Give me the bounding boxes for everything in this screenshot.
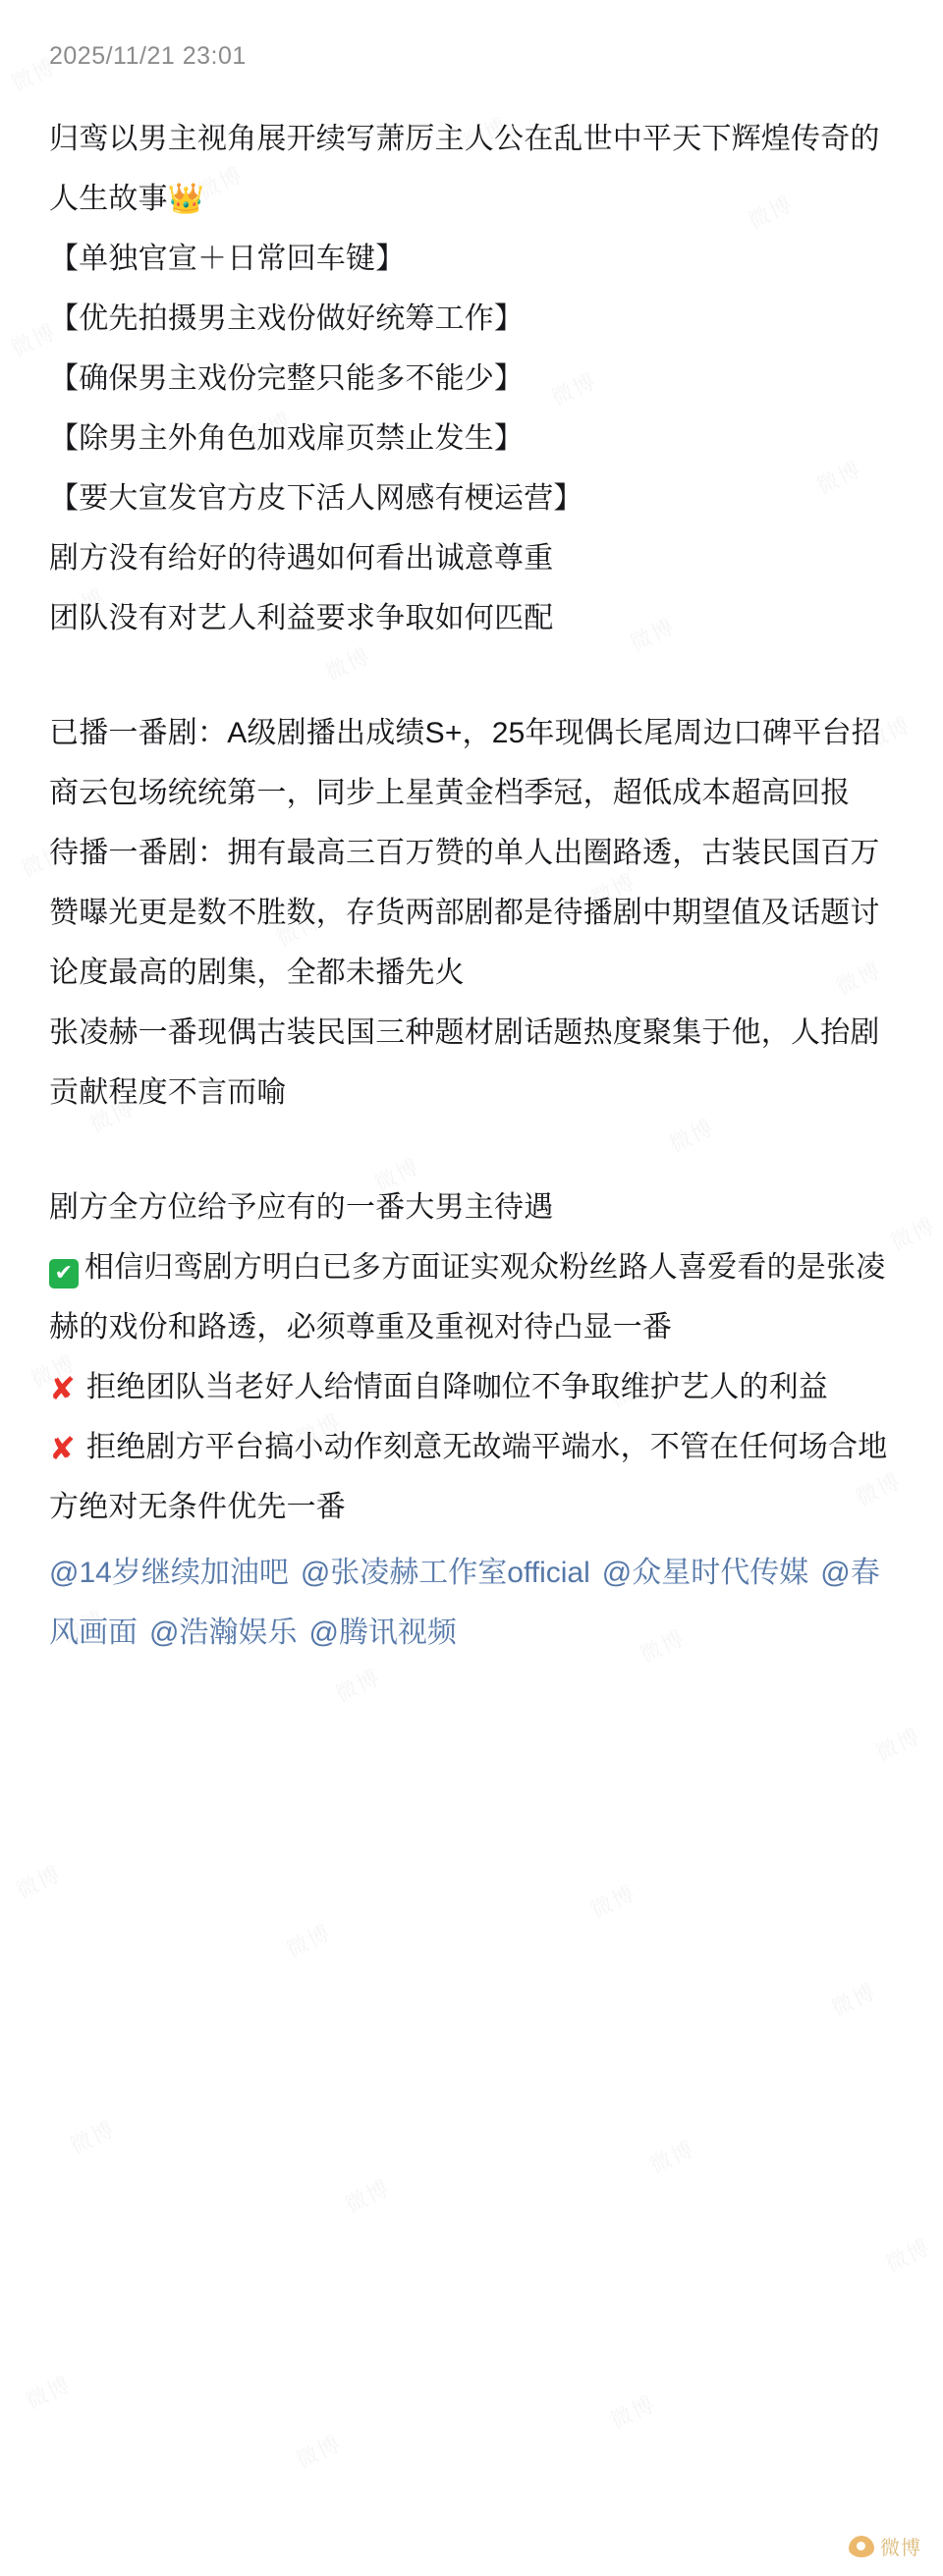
- weibo-logo: [849, 2532, 921, 2560]
- post-content: [49, 0, 894, 1663]
- post-line: 【要大宣发官方皮下活人网感有梗运营】: [49, 482, 583, 515]
- mention-link[interactable]: @腾讯视频: [308, 1617, 457, 1649]
- post-line-text: 拒绝剧方平台搞小动作刻意无故端平端水，不管在任何场合地方绝对无条件优先一番: [49, 1431, 888, 1523]
- watermark-text: [11, 1857, 67, 1905]
- watermark-text: [65, 2112, 121, 2161]
- weibo-eye-icon: [849, 2536, 874, 2557]
- watermark-text: [870, 1720, 926, 1768]
- watermark-text: [291, 2427, 347, 2475]
- post-line: 【除男主外角色加戏扉页禁止发生】: [49, 422, 525, 455]
- mention-list: [49, 1543, 894, 1663]
- watermark-text: [340, 2171, 396, 2220]
- post-line-text: 归鸾以男主视角展开续写萧厉主人公在乱世中平天下辉煌传奇的人生故事: [49, 123, 880, 215]
- post-line: [49, 1417, 894, 1537]
- post-line-text: 相信归鸾剧方明白已多方面证实观众粉丝路人喜爱看的是张凌赫的戏份和路透，必须尊重及重视对待凸显一番: [49, 1251, 886, 1343]
- mention-link[interactable]: @14岁继续加油吧: [49, 1557, 289, 1589]
- mention-link[interactable]: @春风画面: [49, 1557, 880, 1649]
- post-line: 团队没有对艺人利益要求争取如何匹配: [49, 602, 554, 634]
- post-line: 【确保男主戏份完整只能多不能少】: [49, 362, 525, 395]
- watermark-text: [585, 1877, 641, 1925]
- post-line: 【优先拍摄男主戏份做好统筹工作】: [49, 302, 525, 335]
- red-cross-icon: ✘: [49, 1430, 77, 1467]
- post-line: [49, 1237, 894, 1357]
- post-line: 剧方全方位给予应有的一番大男主待遇: [49, 1191, 554, 1224]
- watermark-text: [605, 2387, 661, 2436]
- post-line: 张凌赫一番现偶古装民国三种题材剧话题热度聚集于他，人抬剧贡献程度不言而喻: [49, 1016, 880, 1109]
- post-line: 已播一番剧：A级剧播出成绩S+，25年现偶长尾周边口碑平台招商云包场统统第一，同步上星黄金档季冠，超低成本超高回报: [49, 717, 881, 809]
- mention-link[interactable]: @众星时代传媒: [601, 1557, 809, 1589]
- watermark-text: [880, 2230, 936, 2278]
- post-line: 【单独官宣＋日常回车键】: [49, 243, 406, 275]
- post-line: 剧方没有给好的待遇如何看出诚意尊重: [49, 542, 554, 575]
- green-check-icon: ✔: [49, 1259, 79, 1288]
- mention-link[interactable]: @张凌赫工作室official: [300, 1557, 590, 1589]
- post-line: [49, 109, 894, 229]
- post-line: 待播一番剧：拥有最高三百万赞的单人出圈路透，古装民国百万赞曝光更是数不胜数，存货两部剧都是待播剧中期望值及话题讨论度最高的剧集，全都未播先火: [49, 837, 880, 989]
- mention-link[interactable]: @浩瀚娱乐: [149, 1617, 298, 1649]
- post-text-body: [49, 109, 894, 1663]
- watermark-text: [281, 1916, 337, 1964]
- post-timestamp: 2025/11/21 23:01: [49, 42, 247, 70]
- red-cross-icon: ✘: [49, 1370, 77, 1407]
- watermark-text: [826, 1975, 882, 2023]
- post-line: [49, 1357, 894, 1417]
- watermark-text: [644, 2132, 700, 2180]
- crown-icon: 👑: [167, 182, 205, 216]
- post-line-text: 拒绝团队当老好人给情面自降咖位不争取维护艺人的利益: [86, 1371, 828, 1403]
- weibo-logo-label: 微博: [880, 2538, 921, 2559]
- watermark-text: [330, 1661, 386, 1709]
- watermark-text: [21, 2368, 77, 2416]
